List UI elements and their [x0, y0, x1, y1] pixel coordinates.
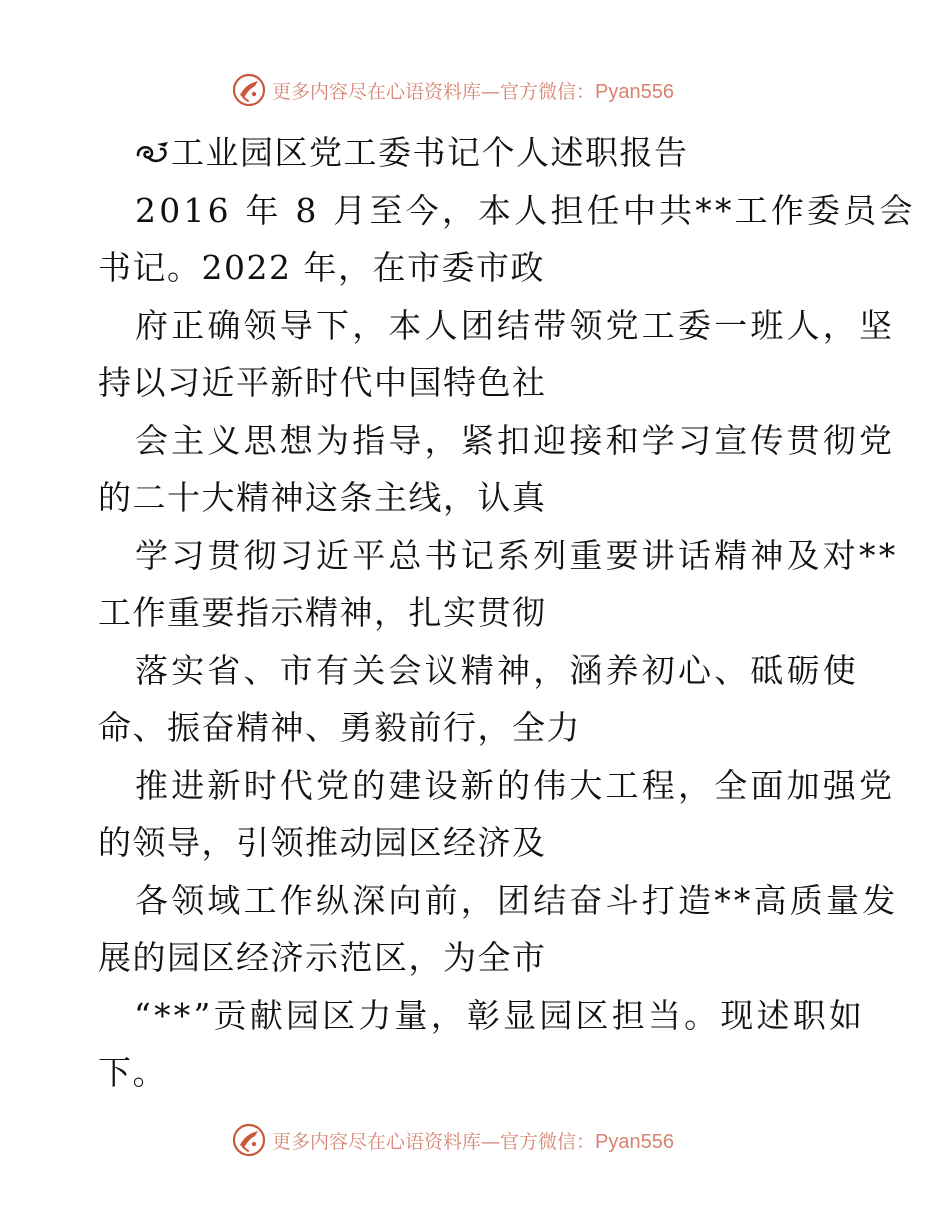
paragraph-line: 下。 [98, 1053, 167, 1092]
paragraph-line: 推进新时代党的建设新的伟大工程，全面加强党 [135, 765, 896, 805]
paragraph-line: 工作重要指示精神，扎实贯彻 [98, 593, 547, 632]
paragraph-line: 命、振奋精神、勇毅前行，全力 [98, 708, 581, 747]
fleuron-icon [135, 138, 171, 168]
watermark-wechat-label: 官方微信： [500, 1130, 596, 1153]
paragraph-line: 展的园区经济示范区，为全市 [98, 938, 547, 977]
paragraph-line: 落实省、市有关会议精神，涵养初心、砥砺使 [135, 650, 859, 690]
paragraph-line: 2016 年 8 月至今，本人担任中共**工作委员会 [135, 190, 916, 230]
watermark-brand: 更多内容尽在心语资料库 [272, 1130, 482, 1153]
paragraph-line: 府正确领导下，本人团结带领党工委一班人，坚 [135, 305, 896, 345]
paragraph-line: 书记。2022 年，在市委市政 [98, 248, 545, 287]
watermark-dash: — [481, 1130, 501, 1153]
watermark-text [272, 1127, 674, 1154]
paragraph-line: 各领域工作纵深向前，团结奋斗打造**高质量发 [135, 880, 899, 920]
watermark-footer [232, 1122, 674, 1158]
watermark-text [272, 77, 674, 104]
watermark-brand: 更多内容尽在心语资料库 [272, 80, 482, 103]
watermark-dash: — [481, 80, 501, 103]
paragraph-line: 的领导，引领推动园区经济及 [98, 823, 547, 862]
watermark-wechat-id: Pyan556 [595, 80, 674, 103]
document-body [98, 124, 916, 1102]
hand-pen-logo-icon [232, 73, 266, 107]
paragraph-line: 学习贯彻习近平总书记系列重要讲话精神及对** [135, 535, 899, 575]
paragraph-line: 的二十大精神这条主线，认真 [98, 478, 547, 517]
hand-pen-logo-icon [232, 1123, 266, 1157]
watermark-wechat-id: Pyan556 [595, 1130, 674, 1153]
watermark-wechat-label: 官方微信： [500, 80, 596, 103]
document-title-text: 工业园区党工委书记个人述职报告 [171, 133, 689, 172]
watermark-header [232, 72, 674, 108]
paragraph-line: “**”贡献园区力量，彰显园区担当。现述职如 [134, 995, 866, 1035]
paragraph-line: 会主义思想为指导，紧扣迎接和学习宣传贯彻党 [135, 420, 896, 460]
document-title [98, 124, 854, 182]
paragraph-line: 持以习近平新时代中国特色社 [98, 363, 547, 402]
